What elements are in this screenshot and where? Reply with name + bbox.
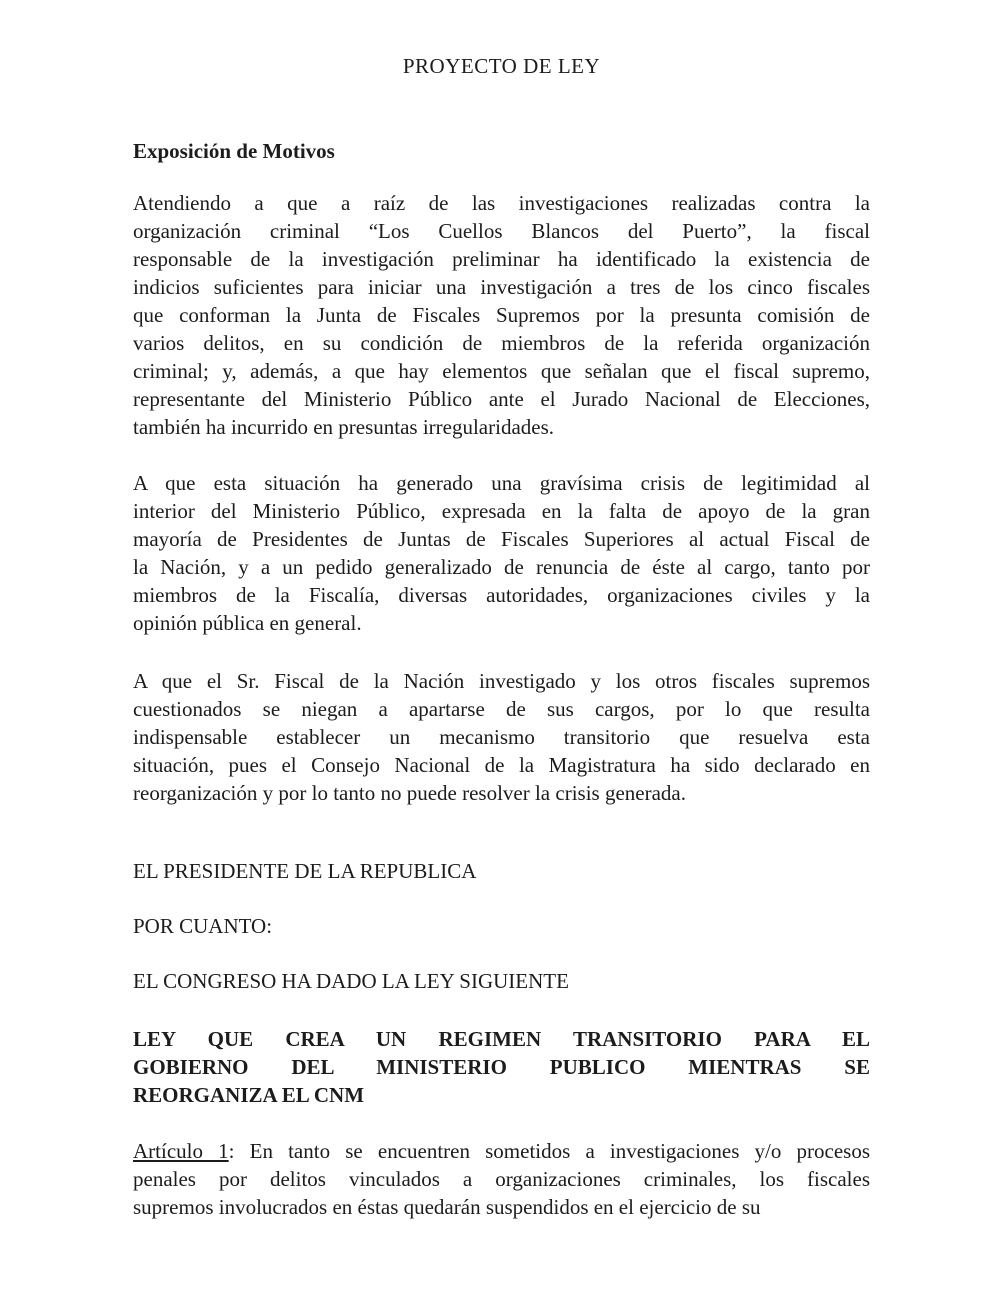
section-heading: Exposición de Motivos	[133, 139, 335, 163]
paragraph-line: opinión pública en general.	[133, 611, 362, 635]
article-1	[133, 1137, 870, 1221]
law-title-line: REORGANIZA EL CNM	[133, 1083, 365, 1107]
paragraph-line: responsable de la investigación preliminar ha identificado la existencia de	[133, 247, 870, 271]
law-title	[133, 1025, 870, 1109]
law-title-line: LEY QUE CREA UN REGIMEN TRANSITORIO PARA EL	[133, 1027, 870, 1051]
article-1-first-line	[133, 1137, 870, 1165]
preamble-presidente: EL PRESIDENTE DE LA REPUBLICA	[133, 859, 477, 883]
paragraph-line: reorganización y por lo tanto no puede resolver la crisis generada.	[133, 781, 686, 805]
paragraph-line: penales por delitos vinculados a organizaciones criminales, los fiscales	[133, 1167, 870, 1191]
paragraph-line: cuestionados se niegan a apartarse de sus cargos, por lo que resulta	[133, 697, 870, 721]
paragraph-exposicion-1	[133, 189, 870, 441]
paragraph-exposicion-2	[133, 469, 870, 637]
law-title-line: GOBIERNO DEL MINISTERIO PUBLICO MIENTRAS SE	[133, 1055, 870, 1079]
preamble-congreso: EL CONGRESO HA DADO LA LEY SIGUIENTE	[133, 969, 569, 993]
paragraph-line: supremos involucrados en éstas quedarán suspendidos en el ejercicio de su	[133, 1195, 761, 1219]
paragraph-line: la Nación, y a un pedido generalizado de renuncia de éste al cargo, tanto por	[133, 555, 870, 579]
paragraph-line: A que el Sr. Fiscal de la Nación investigado y los otros fiscales supremos	[133, 669, 870, 693]
paragraph-line: indispensable establecer un mecanismo transitorio que resuelva esta	[133, 725, 870, 749]
document-page	[133, 52, 870, 1221]
paragraph-exposicion-3	[133, 667, 870, 807]
article-1-label: Artículo 1	[133, 1139, 229, 1163]
paragraph-line: indicios suficientes para iniciar una investigación a tres de los cinco fiscales	[133, 275, 870, 299]
document-title: PROYECTO DE LEY	[402, 54, 601, 78]
paragraph-line: varios delitos, en su condición de miembros de la referida organización	[133, 331, 870, 355]
paragraph-line: criminal; y, además, a que hay elementos que señalan que el fiscal supremo,	[133, 359, 870, 383]
paragraph-line: que conforman la Junta de Fiscales Supremos por la presunta comisión de	[133, 303, 870, 327]
article-1-first-line-rest: : En tanto se encuentren sometidos a investigaciones y/o procesos	[228, 1139, 870, 1163]
paragraph-line: Atendiendo a que a raíz de las investigaciones realizadas contra la	[133, 191, 870, 215]
preamble-por-cuanto: POR CUANTO:	[133, 914, 273, 938]
paragraph-line: representante del Ministerio Público ante el Jurado Nacional de Elecciones,	[133, 387, 870, 411]
paragraph-line: situación, pues el Consejo Nacional de la Magistratura ha sido declarado en	[133, 753, 870, 777]
paragraph-line: A que esta situación ha generado una gravísima crisis de legitimidad al	[133, 471, 870, 495]
paragraph-line: miembros de la Fiscalía, diversas autoridades, organizaciones civiles y la	[133, 583, 870, 607]
paragraph-line: mayoría de Presidentes de Juntas de Fiscales Superiores al actual Fiscal de	[133, 527, 870, 551]
paragraph-line: organización criminal “Los Cuellos Blancos del Puerto”, la fiscal	[133, 219, 870, 243]
paragraph-line: también ha incurrido en presuntas irregularidades.	[133, 415, 555, 439]
paragraph-line: interior del Ministerio Público, expresada en la falta de apoyo de la gran	[133, 499, 870, 523]
